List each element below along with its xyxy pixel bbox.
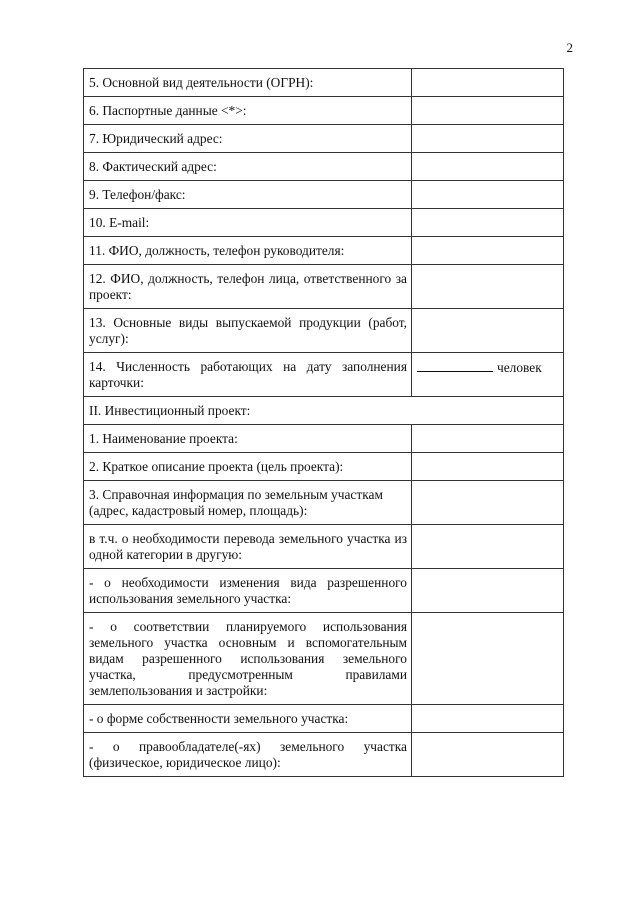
value-cell-passport[interactable] <box>412 97 564 125</box>
value-cell-land-use-compliance[interactable] <box>412 613 564 705</box>
table-row <box>84 525 564 569</box>
table-row <box>84 69 564 97</box>
value-cell-products[interactable] <box>412 309 564 353</box>
row-label-legal-address: 7. Юридический адрес: <box>84 125 412 153</box>
value-cell-legal-address[interactable] <box>412 125 564 153</box>
row-label-project-description: 2. Краткое описание проекта (цель проекта): <box>84 453 412 481</box>
row-label-land-use-compliance: - о соответствии планируемого использования земельного участка основным и вспомогательным видам разрешенного использования земельного участка, предусмотренным правилами землепользования и застройки: <box>84 613 412 705</box>
value-cell-headcount[interactable] <box>412 353 564 397</box>
value-cell-actual-address[interactable] <box>412 153 564 181</box>
table-row <box>84 153 564 181</box>
row-label-rights-holder: - о правообладателе(-ях) земельного участка (физическое, юридическое лицо): <box>84 733 412 777</box>
table-row <box>84 397 564 425</box>
row-label-phone-fax: 9. Телефон/факс: <box>84 181 412 209</box>
row-label-actual-address: 8. Фактический адрес: <box>84 153 412 181</box>
row-label-ownership-form: - о форме собственности земельного участка: <box>84 705 412 733</box>
headcount-unit: человек <box>497 360 542 375</box>
value-cell-phone-fax[interactable] <box>412 181 564 209</box>
value-cell-ownership-form[interactable] <box>412 705 564 733</box>
page-number: 2 <box>566 40 573 55</box>
table-row <box>84 733 564 777</box>
value-cell-responsible-person[interactable] <box>412 265 564 309</box>
value-cell-land-use-change[interactable] <box>412 569 564 613</box>
row-label-email: 10. E-mail: <box>84 209 412 237</box>
table-row <box>84 181 564 209</box>
table-row <box>84 309 564 353</box>
table-row <box>84 265 564 309</box>
value-cell-main-activity[interactable] <box>412 69 564 97</box>
value-cell-project-description[interactable] <box>412 453 564 481</box>
value-cell-land-category-change[interactable] <box>412 525 564 569</box>
table-row <box>84 97 564 125</box>
row-label-head: 11. ФИО, должность, телефон руководителя: <box>84 237 412 265</box>
value-cell-email[interactable] <box>412 209 564 237</box>
row-label-project-name: 1. Наименование проекта: <box>84 425 412 453</box>
row-label-headcount: 14. Численность работающих на дату заполнения карточки: <box>84 353 412 397</box>
table-row <box>84 569 564 613</box>
row-label-land-category-change: в т.ч. о необходимости перевода земельного участка из одной категории в другую: <box>84 525 412 569</box>
value-cell-land-info[interactable] <box>412 481 564 525</box>
table-row <box>84 209 564 237</box>
table-row <box>84 705 564 733</box>
value-cell-head[interactable] <box>412 237 564 265</box>
row-label-land-use-change: - о необходимости изменения вида разрешенного использования земельного участка: <box>84 569 412 613</box>
investment-card-table <box>83 68 564 777</box>
value-cell-rights-holder[interactable] <box>412 733 564 777</box>
row-label-passport: 6. Паспортные данные <*>: <box>84 97 412 125</box>
row-label-main-activity: 5. Основной вид деятельности (ОГРН): <box>84 69 412 97</box>
table-row <box>84 613 564 705</box>
table-row <box>84 125 564 153</box>
row-label-land-info: 3. Справочная информация по земельным участкам (адрес, кадастровый номер, площадь): <box>84 481 412 525</box>
headcount-blank-line[interactable] <box>417 359 493 372</box>
table-row <box>84 353 564 397</box>
row-label-products: 13. Основные виды выпускаемой продукции (работ, услуг): <box>84 309 412 353</box>
section-title-investment-project: II. Инвестиционный проект: <box>84 397 564 425</box>
row-label-responsible-person: 12. ФИО, должность, телефон лица, ответственного за проект: <box>84 265 412 309</box>
table-row <box>84 425 564 453</box>
table-row <box>84 481 564 525</box>
table-row <box>84 237 564 265</box>
table-row <box>84 453 564 481</box>
value-cell-project-name[interactable] <box>412 425 564 453</box>
